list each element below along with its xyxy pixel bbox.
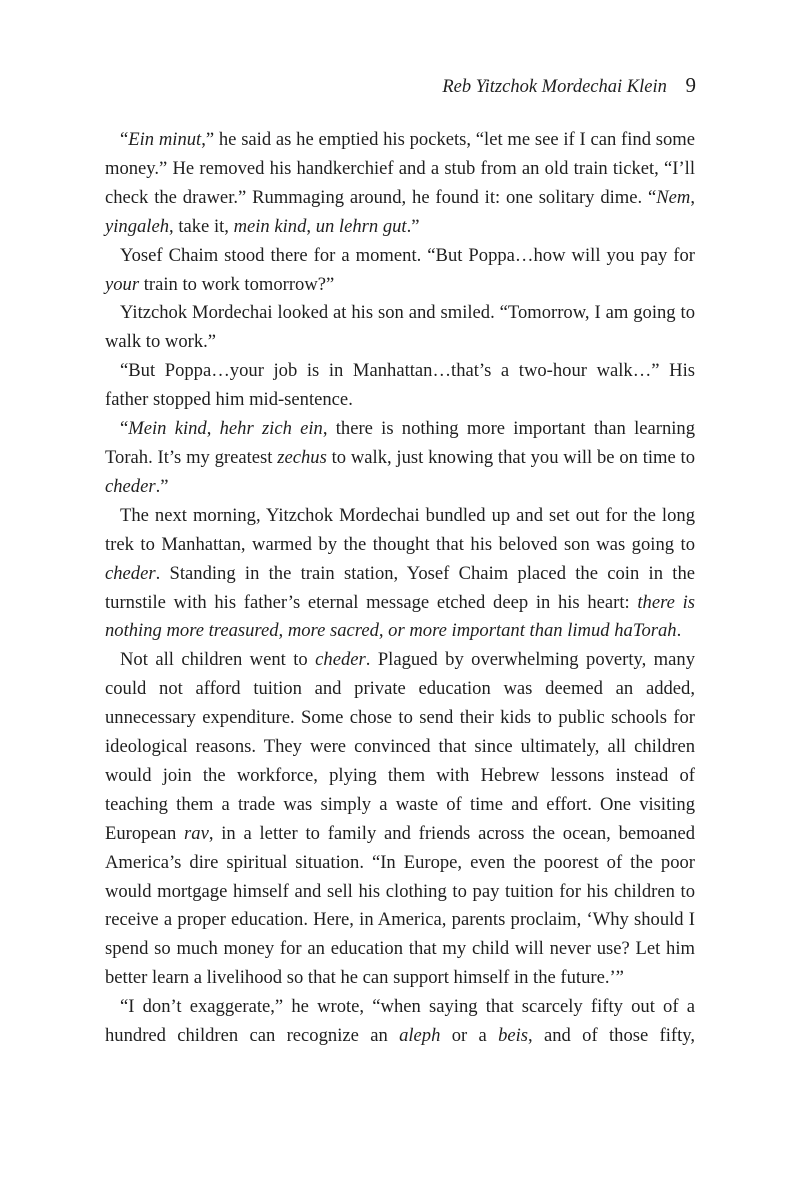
text-run: “ (120, 418, 129, 440)
paragraph (105, 646, 695, 993)
italic-text: cheder (105, 562, 156, 584)
text-run: Yosef Chaim stood there for a moment. “But Poppa…how will you pay for (120, 244, 695, 266)
text-run: The next morning, Yitzchok Mordechai bundled up and set out for the long trek to Manhattan, warmed by the thought that his beloved son was going to (105, 504, 695, 555)
running-title: Reb Yitzchok Mordechai Klein (442, 77, 667, 97)
text-run: , in a letter to family and friends across the ocean, bemoaned America’s dire spiritual situation. “In Europe, even the poorest of the poor would mortgage himself and sell his clothing to pay tuition for his children to receive a proper education. Here, in America, parents proclaim, ‘Why should I spend so much money for an education that my child will never use? Let him better learn a livelihood so that he can support himself in the future.’” (105, 822, 695, 989)
body-text (105, 126, 695, 1051)
italic-text: Ein minut (128, 129, 202, 150)
text-run: , (206, 418, 220, 440)
italic-text: Mein kind (128, 418, 207, 440)
text-run: , there is nothing more important than learning Torah. It’s my greatest (105, 418, 696, 468)
text-run: Yitzchok Mordechai looked at his son and smiled. “Tomorrow, I am going to walk to work.” (105, 302, 695, 353)
paragraph (105, 126, 695, 242)
italic-text: yingaleh (105, 215, 170, 237)
italic-text: beis (498, 1025, 529, 1047)
text-run: train to work tomorrow?” (139, 273, 335, 295)
text-run: or a (440, 1025, 499, 1047)
page-number: 9 (685, 73, 696, 97)
running-header (442, 71, 696, 101)
italic-text: un lehrn gut (315, 215, 407, 237)
italic-text: cheder (105, 475, 156, 497)
paragraph (105, 502, 695, 647)
text-run: ,” he said as he emptied his pockets, “let me see if I can find some money.” He removed his handkerchief and a stub from an old train ticket, “I’ll check the drawer.” Rummaging around, he found it: one solitary dime. “ (105, 129, 696, 208)
text-run: Not all children went to (120, 649, 316, 671)
text-run: .” (406, 215, 420, 237)
text-run: . Plagued by overwhelming poverty, many could not afford tuition and private education was deemed an added, unnecessary expenditure. Some chose to send their kids to public schools for ideological reasons. They were convinced that since ultimately, all children would join the workforce, plying them with Hebrew lessons instead of teaching them a trade was simply a waste of time and effort. One visiting European (105, 649, 695, 844)
italic-text: cheder (315, 649, 366, 671)
text-run: “I don’t exaggerate,” he wrote, “when saying that scarcely fifty out of a hundred children can recognize an (105, 996, 695, 1047)
text-run: “But Poppa…your job is in Manhattan…that’s a two-hour walk…” His father stopped him mid-sentence. (105, 360, 695, 411)
paragraph (105, 242, 695, 300)
text-run: . Standing in the train station, Yosef Chaim placed the coin in the turnstile with his father’s eternal message etched deep in his heart: (105, 562, 695, 613)
paragraph (105, 415, 695, 502)
italic-text: mein kind (233, 215, 307, 237)
text-run: , (690, 186, 695, 208)
italic-text: your (105, 273, 140, 295)
text-run: to walk, just knowing that you will be on time to (326, 446, 695, 468)
italic-text: hehr zich ein (219, 418, 323, 440)
italic-text: Nem (656, 186, 691, 208)
italic-text: aleph (399, 1025, 441, 1047)
paragraph (105, 993, 695, 1051)
paragraph (105, 357, 695, 415)
text-run: , and of those fifty, (528, 1025, 695, 1047)
italic-text: zechus (277, 446, 327, 468)
text-run: .” (155, 475, 169, 497)
paragraph (105, 299, 695, 357)
italic-text: there is nothing more treasured, more sacred, or more important than limud haTorah (105, 591, 695, 642)
text-run: , take it, (169, 215, 234, 237)
text-run: . (676, 620, 682, 642)
text-run: , (306, 215, 316, 237)
italic-text: rav (184, 822, 209, 844)
text-run: “ (120, 129, 129, 150)
